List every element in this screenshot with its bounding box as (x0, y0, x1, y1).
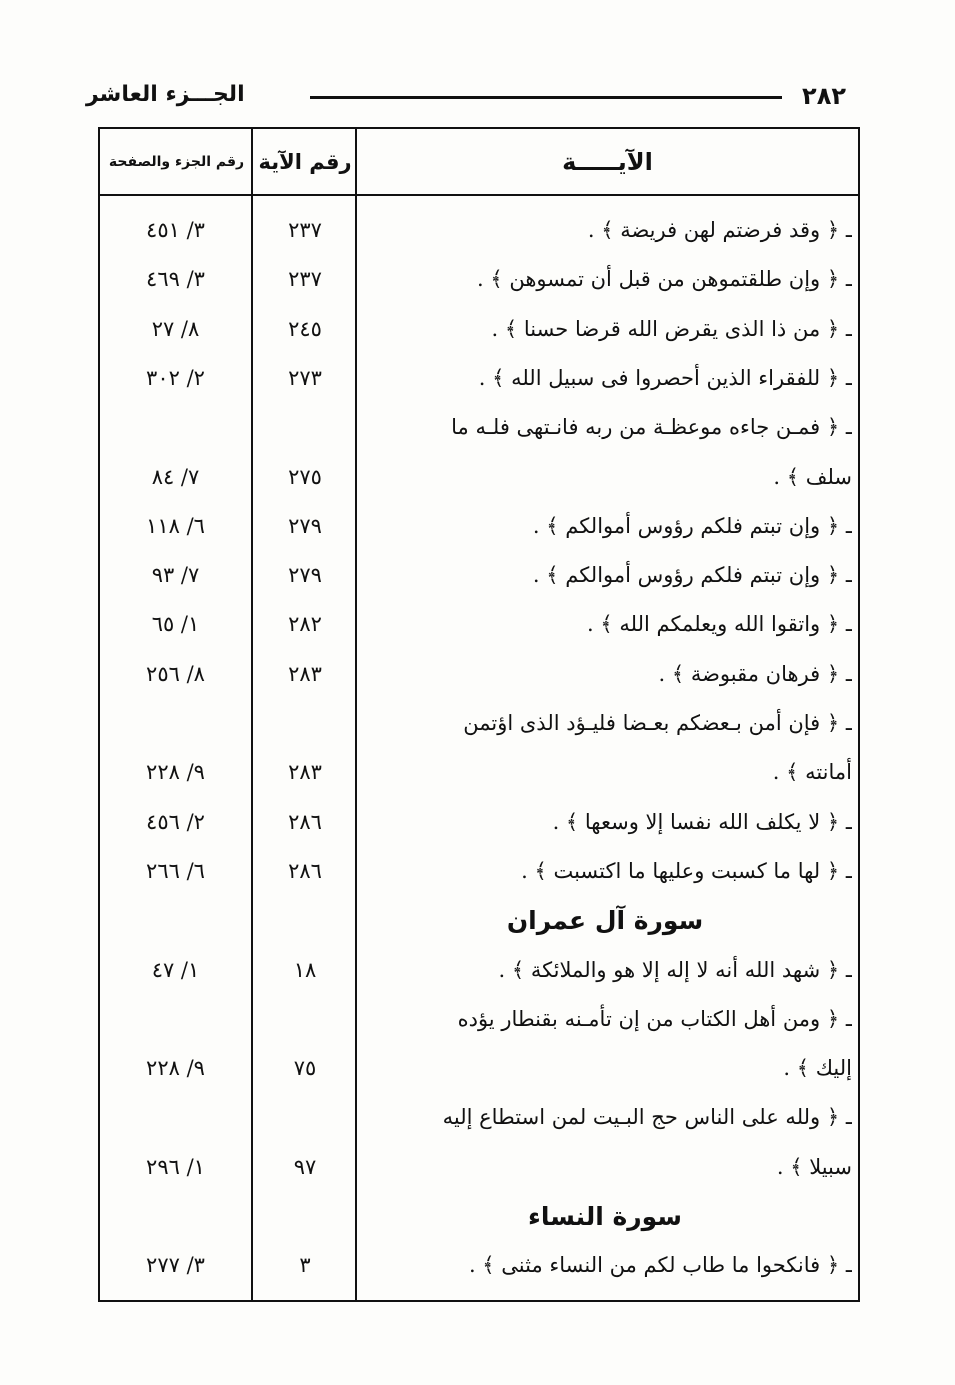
table-row (100, 255, 858, 304)
verse-text: ـ ﴿ فإن أمن بـعضكم بعـضا فليـؤد الذى اؤتمن (463, 711, 852, 735)
verse-number: ٢٨٢ (288, 612, 322, 637)
table-body (100, 196, 858, 1300)
verse-number (253, 995, 357, 1044)
table-row (100, 403, 858, 452)
verse-number: ١٨ (293, 957, 317, 982)
volume-page-ref: ٧/ ٩٣ (151, 563, 200, 588)
verse-number: ٢٣٧ (288, 218, 322, 242)
verse-number: ٧٥ (293, 1056, 317, 1081)
table-row (100, 946, 858, 995)
verse-number: ٢٧٥ (288, 464, 322, 489)
page-number: ٢٨٢ (802, 82, 846, 110)
table-row (100, 1143, 858, 1192)
volume-page-ref: ٧/ ٨٤ (151, 464, 200, 489)
volume-page-ref (100, 403, 251, 452)
volume-page-ref: ٣/ ٢٧٧ (146, 1253, 205, 1278)
table-row (100, 699, 858, 748)
volume-page-ref: ٨/ ٢٥٦ (146, 661, 205, 686)
verse-text: ـ ﴿ وإن تبتم فلكم رؤوس أموالكم ﴾ . (532, 563, 852, 588)
surah-heading: سورة النساء (528, 1202, 682, 1231)
page-header (80, 82, 860, 116)
verse-text: ـ ﴿ ولله على الناس حج البـيت لمن استطاع إليه (442, 1105, 852, 1130)
verse-text: ـ ﴿ لا يكلف الله نفسا إلا وسعها ﴾ . (552, 809, 852, 834)
volume-page-ref: ١/ ٤٧ (151, 957, 200, 982)
volume-page-ref: ٢/ ٣٠٢ (146, 365, 205, 390)
verse-text: ـ ﴿ وإن تبتم فلكم رؤوس أموالكم ﴾ . (532, 513, 852, 538)
verse-number: ٢٧٩ (288, 563, 322, 588)
verse-number: ٢٧٣ (288, 365, 322, 390)
verse-text: ـ ﴿ شهد الله أنه لا إله إلا هو والملائكة ﴾ . (498, 957, 852, 982)
volume-page-ref: ٨/ ٢٧ (151, 316, 200, 341)
volume-page-ref (100, 995, 251, 1044)
table-row (100, 502, 858, 551)
verse-number: ٩٧ (293, 1154, 317, 1179)
table-row (100, 748, 858, 797)
verse-text: ـ ﴿ من ذا الذى يقرض الله قرضا حسنا ﴾ . (491, 316, 852, 341)
verse-number: ٢٨٦ (288, 858, 322, 883)
surah-heading-row (100, 1192, 858, 1241)
volume-page-ref: ١/ ٦٥ (151, 612, 200, 637)
verse-number (253, 699, 357, 748)
volume-page-ref: ٢/ ٤٥٦ (146, 809, 205, 834)
table-row (100, 551, 858, 600)
verse-number: ٢٣٧ (288, 267, 322, 292)
volume-page-ref: ١/ ٢٩٦ (146, 1154, 205, 1179)
table-row (100, 650, 858, 699)
volume-page-ref: ٩/ ٢٢٨ (146, 760, 205, 785)
verse-number: ٢٤٥ (288, 316, 322, 341)
verse-number: ٢٨٣ (288, 760, 322, 785)
table-row (100, 305, 858, 354)
verse-text: ـ ﴿ فانكحوا ما طاب لكم من النساء مثنى ﴾ . (468, 1253, 852, 1278)
table-row (100, 1093, 858, 1142)
volume-page-ref: ٩/ ٢٢٨ (146, 1056, 205, 1081)
table-row (100, 1044, 858, 1093)
header-rule (310, 96, 782, 99)
verse-text: ـ ﴿ للفقراء الذين أحصروا فى سبيل الله ﴾ . (478, 365, 852, 390)
column-header-verse-number: رقم الآية (253, 129, 357, 196)
verse-number: ٢٨٦ (288, 809, 322, 834)
table-row (100, 798, 858, 847)
volume-page-ref: ٣/ ٤٥١ (146, 218, 205, 242)
verse-number (253, 403, 357, 452)
index-table (98, 127, 860, 1302)
verse-text: ـ ﴿ ومن أهل الكتاب من إن تأمـنه بقنطار يؤده (457, 1006, 852, 1031)
verse-number: ٢٧٩ (288, 513, 322, 538)
verse-text: ـ ﴿ فرهان مقبوضة ﴾ . (658, 661, 852, 686)
verse-text: أمانته ﴾ . (772, 760, 852, 785)
volume-page-ref: ٦/ ٢٦٦ (146, 858, 205, 883)
verse-text: ـ ﴿ وإن طلقتموهن من قبل أن تمسوهن ﴾ . (477, 267, 852, 292)
table-row (100, 847, 858, 896)
verse-number: ٣ (299, 1253, 311, 1278)
volume-page-ref (100, 699, 251, 748)
running-title: الجـــزء العاشر (86, 82, 245, 107)
column-header-verse: الآيـــــة (357, 129, 858, 196)
verse-number (253, 1093, 357, 1142)
surah-heading: سورة آل عمران (506, 906, 704, 936)
table-row (100, 600, 858, 649)
surah-heading-row (100, 896, 858, 945)
table-row (100, 995, 858, 1044)
volume-page-ref: ٣/ ٤٦٩ (146, 267, 205, 292)
volume-page-ref: ٦/ ١١٨ (146, 513, 205, 538)
volume-page-ref (100, 1093, 251, 1142)
table-row (100, 206, 858, 255)
verse-text: إليك ﴾ . (783, 1056, 852, 1081)
verse-text: ـ ﴿ فمـن جاءه موعظـة من ربه فانـتهى فلـه ما (451, 415, 852, 440)
verse-text: سلف ﴾ . (773, 464, 852, 489)
table-row (100, 1241, 858, 1290)
verse-text: ـ ﴿ لها ما كسبت وعليها ما اكتسبت ﴾ . (521, 858, 852, 883)
verse-text: ـ ﴿ وقد فرضتم لهن فريضة ﴾ . (587, 218, 852, 242)
column-header-volume-page: رقم الجزء والصفحة (100, 129, 253, 196)
verse-text: ـ ﴿ واتقوا الله ويعلمكم الله ﴾ . (587, 612, 852, 637)
verse-text: سبيلا ﴾ . (776, 1154, 852, 1179)
table-row (100, 354, 858, 403)
verse-number: ٢٨٣ (288, 661, 322, 686)
table-row (100, 453, 858, 502)
